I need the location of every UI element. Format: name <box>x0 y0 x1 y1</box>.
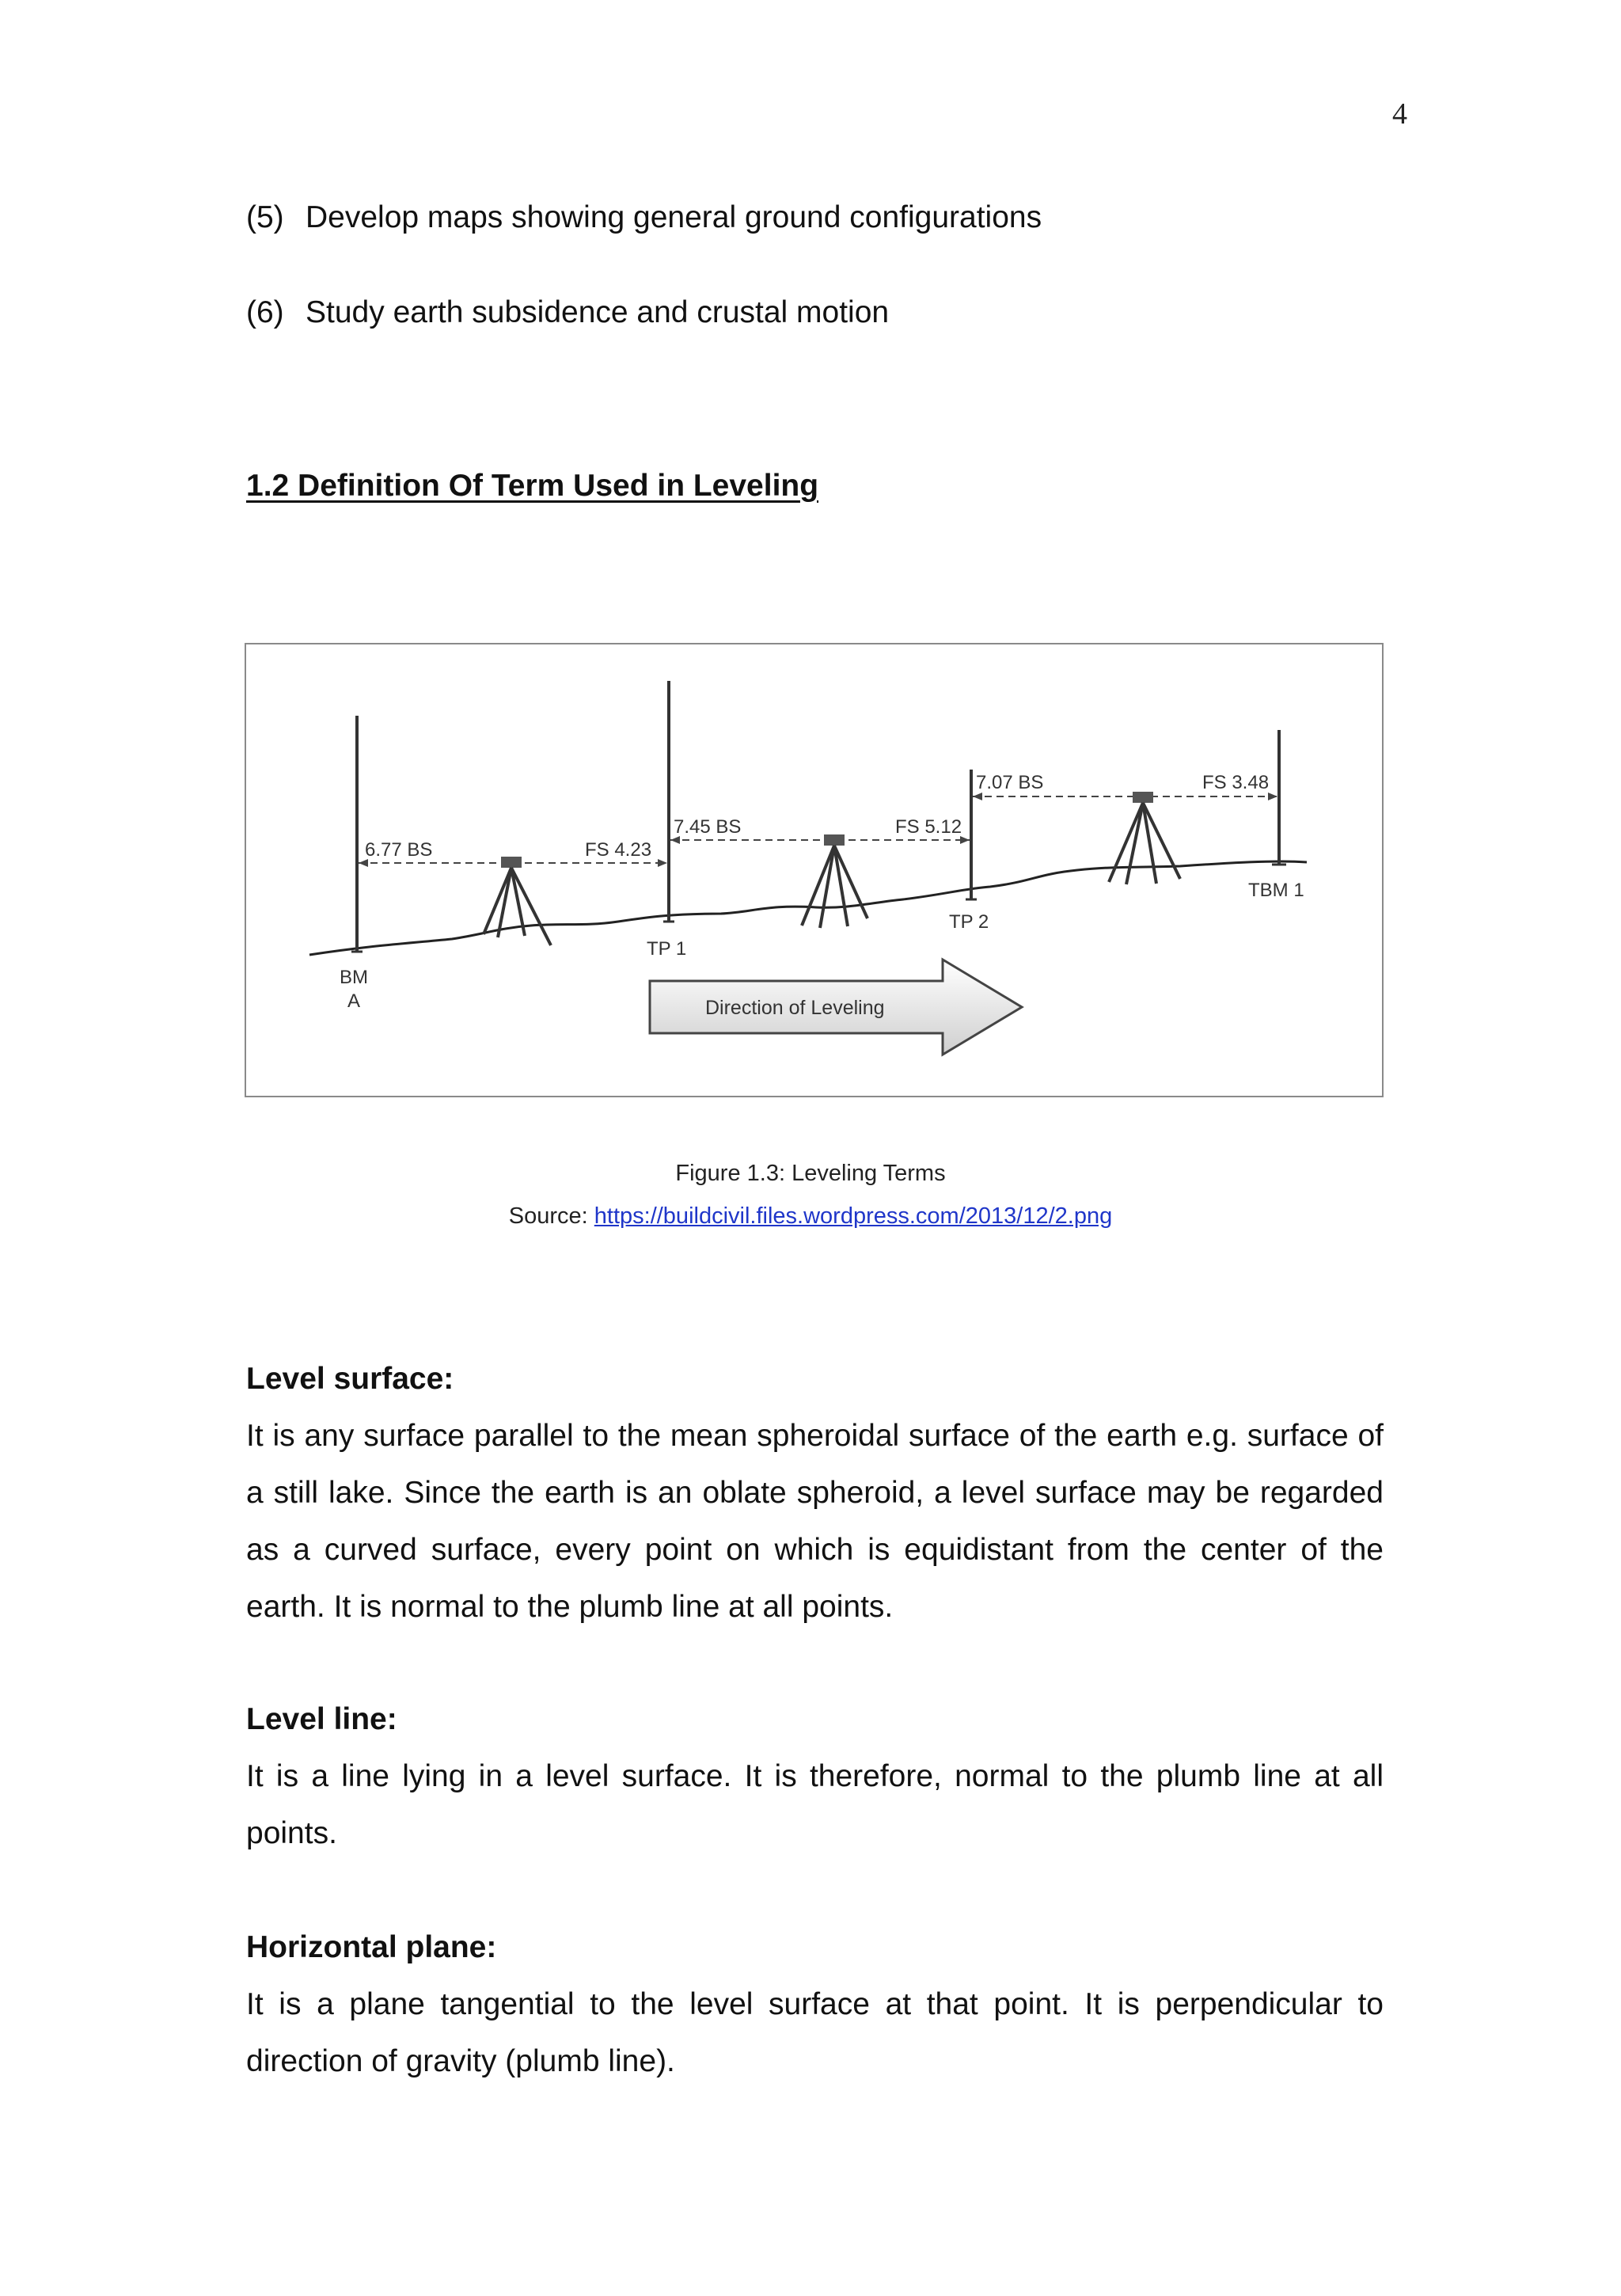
figure-source-label: Source: <box>508 1203 594 1229</box>
figure-caption: Figure 1.3: Leveling Terms <box>675 1161 946 1186</box>
label-tp2: TP 2 <box>949 911 989 933</box>
page-number: 4 <box>1392 97 1407 131</box>
label-bs3: 7.07 BS <box>976 772 1044 793</box>
label-bs1: 6.77 BS <box>365 839 433 861</box>
direction-arrow-label: Direction of Leveling <box>705 997 885 1019</box>
figure-source <box>0 1203 1621 1230</box>
label-bm-a: A <box>347 990 361 1012</box>
term-heading-level-line: Level line: <box>246 1702 397 1736</box>
level-instrument-3 <box>1109 792 1180 884</box>
leveling-diagram <box>246 644 1382 1096</box>
term-heading-horizontal-plane: Horizontal plane: <box>246 1930 497 1964</box>
list-item <box>246 293 889 333</box>
list-item-text: Develop maps showing general ground configurations <box>306 200 1042 234</box>
list-item-text: Study earth subsidence and crustal motion <box>306 295 890 329</box>
staff-tp2 <box>966 770 977 899</box>
list-item-number: (5) <box>246 200 284 234</box>
term-body-level-line: It is a line lying in a level surface. It is therefore, normal to the plumb line at all points. <box>246 1759 1384 1850</box>
level-instrument-2 <box>802 834 867 928</box>
list-item-number: (6) <box>246 295 284 329</box>
label-bm: BM <box>340 967 368 988</box>
label-tp1: TP 1 <box>647 938 687 960</box>
label-fs1: FS 4.23 <box>585 839 652 861</box>
staff-bm-a <box>351 716 363 952</box>
figure-source-link[interactable]: https://buildcivil.files.wordpress.com/2013/12/2.png <box>594 1203 1113 1229</box>
label-tbm1: TBM 1 <box>1248 880 1304 901</box>
list-item <box>246 198 1042 238</box>
staff-tp1 <box>663 681 674 922</box>
label-bs2: 7.45 BS <box>674 816 742 838</box>
term-body-level-surface: It is any surface parallel to the mean spheroidal surface of the earth e.g. surface of a still lake. Since the earth is an oblate spheroid, a level surface may be regarded as a curved surface, every point on which is equidistant from the center of the earth. It is normal to the plumb line at all points. <box>246 1419 1384 1624</box>
label-fs3: FS 3.48 <box>1202 772 1270 793</box>
figure-leveling-diagram <box>245 643 1384 1097</box>
section-heading: 1.2 Definition Of Term Used in Leveling <box>246 469 819 503</box>
term-heading-level-surface: Level surface: <box>246 1362 454 1396</box>
label-fs2: FS 5.12 <box>895 816 962 838</box>
term-body-horizontal-plane: It is a plane tangential to the level surface at that point. It is perpendicular to direction of gravity (plumb line). <box>246 1987 1384 2078</box>
direction-arrow <box>650 960 1022 1055</box>
